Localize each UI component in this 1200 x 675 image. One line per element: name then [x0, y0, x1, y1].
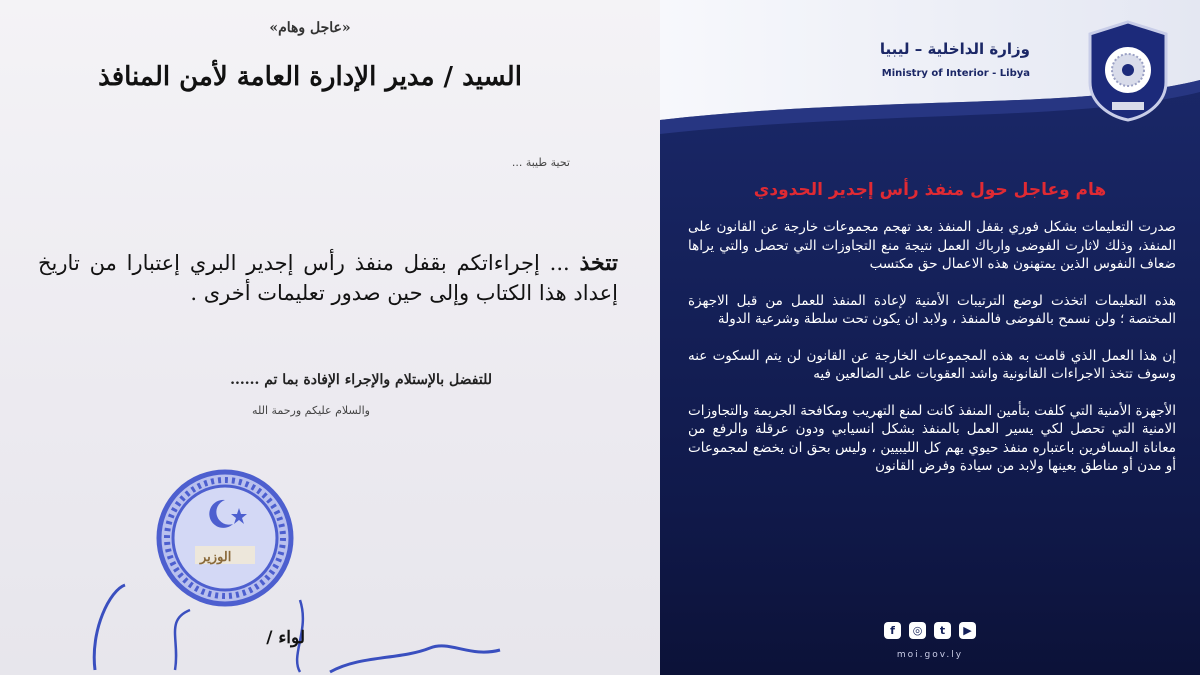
urgent-label: «عاجل وهام»: [269, 20, 351, 36]
social-links: [660, 622, 1200, 639]
signature-rank: لواء /: [266, 628, 305, 648]
letter-salaam: والسلام عليكم ورحمة الله: [252, 404, 370, 417]
letter-body: [38, 248, 618, 308]
letter-closing: للتفضل بالإستلام والإجراء الإفادة بما تم ......: [230, 372, 492, 388]
statement-paragraph: إن هذا العمل الذي قامت به هذه المجموعات الخارجة عن القانون لن يتم السكوت عنه وسوف تتخذ الاجراءات القانونية واشد العقوبات على الضالعين فيه: [688, 347, 1176, 382]
youtube-icon[interactable]: ▶: [959, 622, 976, 639]
ministry-name-ar: وزارة الداخلية – ليبيا: [879, 40, 1030, 58]
letter-addressee: السيد / مدير الإدارة العامة لأمن المنافذ: [98, 62, 522, 92]
facebook-icon[interactable]: f: [884, 622, 901, 639]
ministry-statement-card: [660, 0, 1200, 675]
stamp-label: الوزير: [200, 550, 232, 565]
statement-paragraph: الأجهزة الأمنية التي كلفت بتأمين المنفذ كانت لمنع التهريب ومكافحة الجريمة والتجاوزات الامنية التي تحصل لكي يسير العمل بالمنفذ بشكل انسيابي ودون عرقلة والرفع من معاناة المسافرين باعتباره منفذ حيوي يهم كل الليبيين ، وليس بحق ان يخضع لمجموعات أو مدن أو مناطق بعينها ولابد من سيادة وفرض القانون: [688, 402, 1176, 474]
ministry-emblem-icon: [1086, 20, 1170, 122]
statement-body: [688, 218, 1176, 494]
statement-title: هام وعاجل حول منفذ رأس إجدير الحدودي: [753, 180, 1107, 200]
letter-body-lead: تتخذ: [579, 250, 618, 276]
signature-scribble: [0, 560, 660, 675]
website-link[interactable]: moi.gov.ly: [896, 650, 964, 660]
statement-paragraph: هذه التعليمات اتخذت لوضع الترتيبات الأمنية لإعادة المنفذ للعمل من قبل الاجهزة المختصة ؛ ولن نسمح بالفوضى فالمنفذ ، ولابد ان يكون تحت سلطة وشرعية الدولة: [688, 292, 1176, 327]
letter-body-text: ... إجراءاتكم بقفل منفذ رأس إجدير البري إعتبارا من تاريخ إعداد هذا الكتاب وإلى حين صدور تعليمات أخرى .: [38, 251, 618, 305]
statement-paragraph: صدرت التعليمات بشكل فوري بقفل المنفذ بعد تهجم مجموعات خارجة عن القانون على المنفذ، وذلك لاثارت الفوضى وارباك العمل نتيجة منع التجاوزات التي تحصل والتي يراها ضعاف النفوس الذين يمتهنون هذه الاعمال حق مكتسب: [688, 219, 1176, 272]
twitter-icon[interactable]: t: [934, 622, 951, 639]
ministry-name-en: Ministry of Interior - Libya: [881, 68, 1030, 79]
instagram-icon[interactable]: ◎: [909, 622, 926, 639]
letter-greeting: تحية طيبة ...: [511, 156, 570, 169]
